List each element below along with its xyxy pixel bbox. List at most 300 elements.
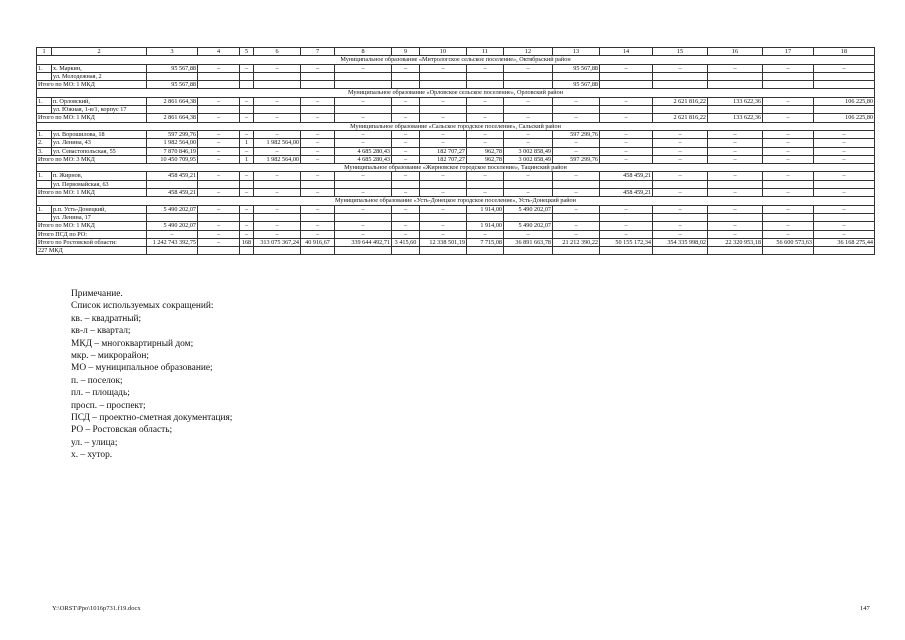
table-cell: –: [392, 114, 420, 122]
abbreviation-item: МКД – многоквартирный дом;: [71, 338, 194, 349]
table-cell: –: [335, 230, 392, 238]
table-cell: [254, 213, 301, 221]
table-cell: 12 338 501,19: [420, 238, 467, 246]
table-cell: [653, 81, 708, 89]
section-header-row: [37, 164, 875, 172]
table-row: [37, 130, 875, 138]
table-cell: 182 707,27: [420, 147, 467, 155]
table-cell: Итого по МО: 1 МКД: [37, 81, 147, 89]
total-label-row: [37, 247, 875, 255]
table-cell: [392, 106, 420, 114]
table-cell: –: [198, 238, 240, 246]
table-cell: 2 621 816,22: [653, 97, 708, 105]
table-cell: [335, 106, 392, 114]
table-cell: 7 870 846,19: [147, 147, 198, 155]
table-cell: 3 415,60: [392, 238, 420, 246]
table-cell: –: [392, 205, 420, 213]
table-cell: [254, 180, 301, 188]
table-cell: [708, 81, 763, 89]
table-cell: –: [392, 97, 420, 105]
table-cell: [301, 180, 335, 188]
table-cell: 133 622,36: [708, 97, 763, 105]
table-cell: 18: [814, 48, 875, 56]
table-cell: –: [198, 205, 240, 213]
table-cell: [504, 180, 553, 188]
table-cell: 458 459,21: [600, 189, 653, 197]
table-cell: –: [198, 64, 240, 72]
table-cell: –: [708, 230, 763, 238]
table-cell: 2 621 816,22: [653, 114, 708, 122]
table-cell: р.п. Усть-Донецкий,: [52, 205, 147, 213]
table-cell: –: [504, 97, 553, 105]
table-cell: –: [653, 130, 708, 138]
table-cell: [240, 81, 254, 89]
table-cell: [392, 180, 420, 188]
table-cell: [147, 106, 198, 114]
table-cell: –: [504, 172, 553, 180]
table-cell: –: [814, 139, 875, 147]
table-cell: –: [553, 222, 600, 230]
table-cell: –: [708, 222, 763, 230]
table-cell: –: [763, 155, 814, 163]
table-cell: –: [392, 147, 420, 155]
table-cell: –: [392, 189, 420, 197]
table-cell: [147, 213, 198, 221]
table-cell: 2: [52, 48, 147, 56]
table-cell: [335, 213, 392, 221]
table-cell: [708, 247, 763, 255]
table-cell: –: [763, 97, 814, 105]
table-cell: [240, 106, 254, 114]
table-cell: ул. Южная, 1-в/1, корпус 17: [52, 106, 147, 114]
table-cell: –: [600, 222, 653, 230]
table-cell: –: [392, 64, 420, 72]
total-row: [37, 81, 875, 89]
table-cell: 2 861 664,38: [147, 114, 198, 122]
table-cell: [467, 72, 504, 80]
table-cell: 5 490 202,07: [504, 205, 553, 213]
table-cell: –: [553, 147, 600, 155]
table-cell: –: [240, 230, 254, 238]
table-cell: –: [254, 114, 301, 122]
table-cell: –: [420, 189, 467, 197]
table-cell: –: [198, 155, 240, 163]
table-cell: 1.: [37, 172, 52, 180]
table-cell: –: [708, 155, 763, 163]
table-cell: –: [240, 114, 254, 122]
table-cell: Итого по МО: 1 МКД: [37, 222, 147, 230]
table-cell: 1.: [37, 64, 52, 72]
table-cell: [653, 180, 708, 188]
table-cell: –: [763, 139, 814, 147]
abbreviation-list: [71, 313, 232, 462]
table-cell: 4 685 280,43: [335, 155, 392, 163]
table-cell: [653, 247, 708, 255]
table-cell: –: [708, 64, 763, 72]
total-row: [37, 230, 875, 238]
table-cell: [504, 81, 553, 89]
table-cell: Муниципальное образование «Усть-Донецкое городское поселение», Усть-Донецкий район: [37, 197, 875, 205]
abbreviation-item: РО – Ростовская область;: [71, 425, 173, 436]
table-cell: Муниципальное образование «Митрологское сельское поселение», Октябрьский район: [37, 56, 875, 64]
table-cell: [600, 247, 653, 255]
section-header-row: [37, 122, 875, 130]
table-cell: 5 490 202,07: [147, 205, 198, 213]
table-cell: 36 168 275,44: [814, 238, 875, 246]
table-cell: [600, 213, 653, 221]
table-cell: –: [301, 172, 335, 180]
table-cell: [301, 72, 335, 80]
table-cell: 3.: [37, 147, 52, 155]
table-cell: –: [392, 172, 420, 180]
table-cell: –: [335, 130, 392, 138]
table-cell: –: [504, 189, 553, 197]
table-cell: 4 685 280,43: [335, 147, 392, 155]
table-cell: –: [420, 64, 467, 72]
table-cell: –: [600, 64, 653, 72]
table-cell: –: [467, 139, 504, 147]
table-cell: –: [553, 189, 600, 197]
table-cell: –: [420, 114, 467, 122]
table-cell: 106 225,80: [814, 97, 875, 105]
table-cell: 22 320 953,18: [708, 238, 763, 246]
table-cell: [467, 106, 504, 114]
table-cell: 17: [763, 48, 814, 56]
table-cell: –: [301, 147, 335, 155]
table-cell: –: [763, 189, 814, 197]
table-cell: –: [600, 155, 653, 163]
table-cell: –: [653, 155, 708, 163]
table-cell: [240, 213, 254, 221]
section-header-row: [37, 89, 875, 97]
table-cell: –: [301, 155, 335, 163]
table-cell: 1 242 743 392,75: [147, 238, 198, 246]
table-cell: [467, 213, 504, 221]
table-cell: 2.: [37, 139, 52, 147]
table-cell: 5 490 202,07: [147, 222, 198, 230]
table-cell: ул. Севастопольская, 55: [52, 147, 147, 155]
table-cell: –: [763, 230, 814, 238]
table-cell: –: [763, 114, 814, 122]
table-cell: ул. Молодежная, 2: [52, 72, 147, 80]
table-cell: [600, 180, 653, 188]
abbreviation-item: кв-л – квартал;: [71, 326, 131, 337]
table-cell: [553, 213, 600, 221]
table-cell: –: [653, 139, 708, 147]
table-cell: –: [301, 114, 335, 122]
table-cell: –: [254, 64, 301, 72]
table-cell: [814, 106, 875, 114]
table-cell: 458 459,21: [147, 172, 198, 180]
table-cell: 1: [37, 48, 52, 56]
table-cell: –: [254, 97, 301, 105]
table-cell: –: [600, 139, 653, 147]
table-cell: –: [392, 130, 420, 138]
table-cell: –: [301, 139, 335, 147]
table-cell: 106 225,80: [814, 114, 875, 122]
table-cell: [335, 247, 392, 255]
table-cell: –: [814, 222, 875, 230]
table-cell: [335, 72, 392, 80]
table-cell: ул. Ворошилова, 18: [52, 130, 147, 138]
table-cell: –: [553, 139, 600, 147]
table-cell: 4: [198, 48, 240, 56]
table-cell: [600, 106, 653, 114]
footer-file-path: Y:\ORST\Ppo\1016p731.f19.docx: [52, 605, 141, 612]
table-cell: –: [814, 64, 875, 72]
table-cell: –: [504, 130, 553, 138]
table-cell: Итого по МО: 3 МКД: [37, 155, 147, 163]
table-cell: –: [763, 172, 814, 180]
table-cell: –: [147, 230, 198, 238]
table-cell: 1.: [37, 205, 52, 213]
table-cell: –: [301, 189, 335, 197]
table-cell: [37, 72, 52, 80]
table-cell: 227 МКД: [37, 247, 147, 255]
table-cell: –: [420, 205, 467, 213]
table-cell: [147, 72, 198, 80]
table-cell: –: [198, 114, 240, 122]
abbreviation-item: просп. – проспект;: [71, 400, 146, 411]
table-cell: –: [240, 147, 254, 155]
table-cell: –: [335, 172, 392, 180]
abbreviation-item: п. – поселок;: [71, 375, 123, 386]
table-cell: 50 155 172,34: [600, 238, 653, 246]
table-cell: [335, 180, 392, 188]
table-cell: –: [198, 222, 240, 230]
table-cell: –: [504, 64, 553, 72]
table-cell: –: [420, 172, 467, 180]
table-cell: Муниципальное образование «Сальское городское поселение», Сальский район: [37, 122, 875, 130]
data-table: [36, 47, 875, 255]
table-cell: [708, 72, 763, 80]
table-cell: [301, 247, 335, 255]
table-cell: 339 644 492,71: [335, 238, 392, 246]
table-cell: [553, 72, 600, 80]
table-cell: –: [335, 205, 392, 213]
table-cell: –: [240, 97, 254, 105]
table-header-row: [37, 48, 875, 56]
table-cell: –: [814, 189, 875, 197]
table-cell: –: [600, 147, 653, 155]
table-cell: –: [467, 172, 504, 180]
table-cell: –: [600, 114, 653, 122]
table-cell: [420, 247, 467, 255]
table-cell: 1 914,00: [467, 205, 504, 213]
table-cell: Итого по МО: 1 МКД: [37, 189, 147, 197]
table-cell: 597 299,76: [553, 155, 600, 163]
table-cell: –: [600, 205, 653, 213]
table-cell: 5: [240, 48, 254, 56]
table-cell: [301, 106, 335, 114]
table-cell: –: [335, 114, 392, 122]
abbreviation-item: мкр. – микрорайон;: [71, 351, 149, 362]
table-cell: –: [814, 205, 875, 213]
table-cell: [708, 180, 763, 188]
abbreviation-item: кв. – квадратный;: [71, 313, 142, 324]
section-header-row: [37, 197, 875, 205]
table-cell: –: [254, 147, 301, 155]
table-cell: –: [653, 230, 708, 238]
table-cell: [420, 81, 467, 89]
table-cell: –: [553, 230, 600, 238]
table-row: [37, 147, 875, 155]
table-cell: –: [814, 155, 875, 163]
table-cell: 6: [254, 48, 301, 56]
table-cell: –: [198, 172, 240, 180]
table-cell: [708, 213, 763, 221]
table-cell: –: [240, 205, 254, 213]
table-cell: [653, 106, 708, 114]
table-cell: –: [600, 97, 653, 105]
table-cell: [763, 81, 814, 89]
table-cell: –: [467, 130, 504, 138]
table-cell: –: [301, 205, 335, 213]
table-cell: –: [392, 155, 420, 163]
table-cell: –: [420, 222, 467, 230]
table-cell: –: [708, 130, 763, 138]
table-cell: –: [814, 172, 875, 180]
table-cell: [420, 72, 467, 80]
table-cell: [504, 247, 553, 255]
table-cell: [392, 247, 420, 255]
table-cell: –: [653, 205, 708, 213]
table-cell: 1.: [37, 97, 52, 105]
table-cell: [553, 180, 600, 188]
table-cell: 36 891 663,78: [504, 238, 553, 246]
table-row: [37, 97, 875, 105]
table-cell: п. Орловский,: [52, 97, 147, 105]
table-cell: [198, 81, 240, 89]
table-cell: –: [708, 189, 763, 197]
table-cell: –: [653, 172, 708, 180]
table-cell: –: [814, 130, 875, 138]
table-cell: [198, 247, 240, 255]
table-cell: –: [301, 222, 335, 230]
table-row: [37, 180, 875, 188]
table-cell: 962,78: [467, 147, 504, 155]
table-cell: –: [198, 189, 240, 197]
table-cell: 10: [420, 48, 467, 56]
notes-subtitle: Список используемых сокращений:: [71, 301, 214, 312]
table-cell: –: [708, 139, 763, 147]
table-cell: Муниципальное образование «Орловское сельское поселение», Орловский район: [37, 89, 875, 97]
table-cell: –: [708, 172, 763, 180]
table-cell: [420, 180, 467, 188]
table-cell: [467, 81, 504, 89]
abbreviation-item: ул. – улица;: [71, 437, 118, 448]
table-cell: [653, 72, 708, 80]
table-cell: [254, 81, 301, 89]
table-cell: –: [420, 130, 467, 138]
table-cell: –: [254, 189, 301, 197]
table-cell: [147, 247, 198, 255]
table-cell: Итого ПСД по РО:: [37, 230, 147, 238]
abbreviation-item: ПСД – проектно-сметная документация;: [71, 413, 233, 424]
table-cell: [254, 106, 301, 114]
abbreviation-item: пл. – площадь;: [71, 388, 130, 399]
table-cell: 95 567,88: [553, 64, 600, 72]
table-cell: 1 982 564,00: [147, 139, 198, 147]
table-cell: 95 567,88: [553, 81, 600, 89]
abbreviation-item: МО – муниципальное образование;: [71, 363, 213, 374]
table-cell: [763, 247, 814, 255]
table-cell: –: [198, 147, 240, 155]
table-cell: 7: [301, 48, 335, 56]
table-cell: [254, 247, 301, 255]
table-cell: –: [653, 189, 708, 197]
table-cell: –: [198, 97, 240, 105]
table-cell: 1.: [37, 130, 52, 138]
table-cell: –: [504, 230, 553, 238]
table-cell: [600, 72, 653, 80]
table-cell: [301, 81, 335, 89]
table-cell: [392, 72, 420, 80]
table-cell: –: [254, 230, 301, 238]
table-cell: [467, 247, 504, 255]
table-cell: [708, 106, 763, 114]
table-cell: 458 459,21: [600, 172, 653, 180]
table-cell: –: [240, 130, 254, 138]
table-cell: [600, 81, 653, 89]
table-cell: 354 335 998,02: [653, 238, 708, 246]
table-cell: [763, 72, 814, 80]
table-cell: –: [335, 189, 392, 197]
table-cell: 962,78: [467, 155, 504, 163]
table-cell: 597 299,76: [553, 130, 600, 138]
table-cell: [240, 247, 254, 255]
table-cell: –: [420, 230, 467, 238]
table-cell: –: [301, 64, 335, 72]
table-cell: –: [335, 139, 392, 147]
table-cell: –: [198, 130, 240, 138]
table-cell: –: [254, 172, 301, 180]
table-cell: –: [240, 222, 254, 230]
table-cell: –: [763, 205, 814, 213]
table-cell: 1: [240, 155, 254, 163]
table-cell: [420, 213, 467, 221]
table-cell: –: [763, 147, 814, 155]
table-cell: –: [198, 139, 240, 147]
table-cell: Муниципальное образование «Жирновское городское поселение», Тацинский район: [37, 164, 875, 172]
table-cell: Итого по МО: 1 МКД: [37, 114, 147, 122]
table-cell: –: [240, 64, 254, 72]
table-cell: –: [600, 130, 653, 138]
total-row: [37, 114, 875, 122]
table-cell: –: [763, 64, 814, 72]
table-row: [37, 72, 875, 80]
table-cell: –: [553, 97, 600, 105]
table-cell: –: [198, 230, 240, 238]
table-cell: 95 567,88: [147, 81, 198, 89]
table-cell: –: [708, 205, 763, 213]
table-cell: 16: [708, 48, 763, 56]
table-cell: –: [392, 222, 420, 230]
table-cell: –: [504, 114, 553, 122]
table-cell: 9: [392, 48, 420, 56]
table-row: [37, 64, 875, 72]
table-cell: –: [420, 97, 467, 105]
table-cell: 133 622,36: [708, 114, 763, 122]
table-cell: –: [240, 189, 254, 197]
table-row: [37, 106, 875, 114]
table-cell: [37, 106, 52, 114]
table-cell: [814, 180, 875, 188]
table-cell: 95 567,88: [147, 64, 198, 72]
table-cell: –: [301, 130, 335, 138]
table-cell: 10 450 709,95: [147, 155, 198, 163]
table-cell: –: [504, 139, 553, 147]
